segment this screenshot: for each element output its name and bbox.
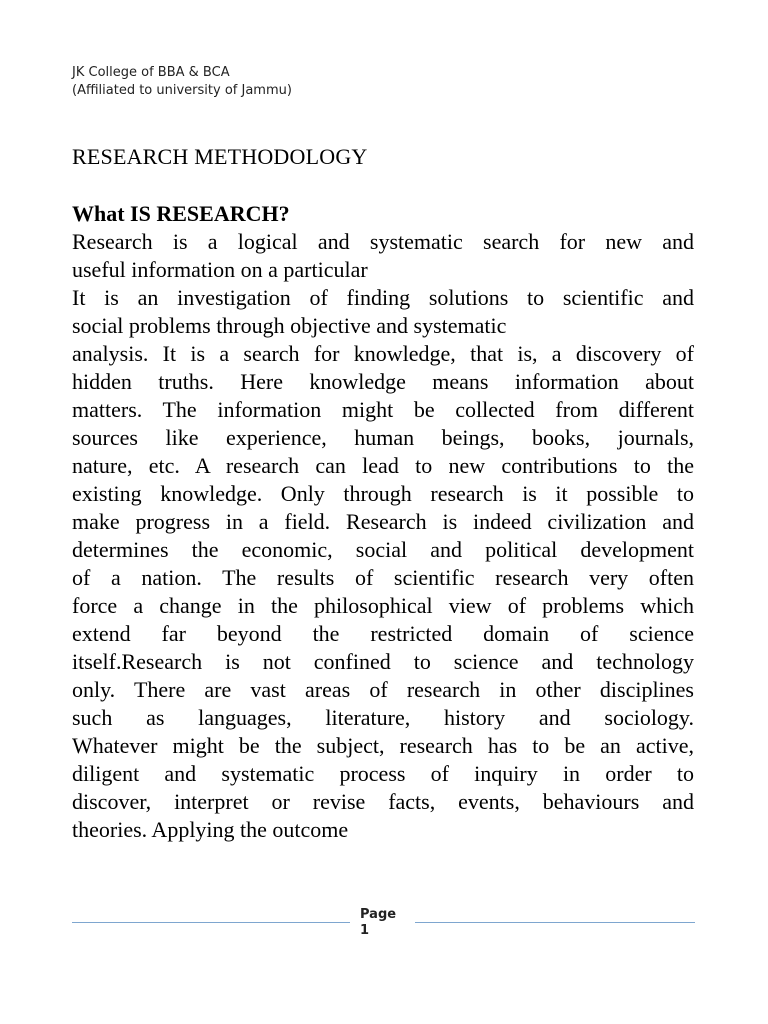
body-line: only. There are vast areas of research in other disciplines <box>72 677 694 702</box>
document-title: RESEARCH METHODOLOGY <box>72 144 368 169</box>
page-number <box>360 907 406 939</box>
body-line: social problems through objective and systematic <box>72 313 507 338</box>
college-name: JK College of BBA & BCA <box>72 65 230 80</box>
body-line: hidden truths. Here knowledge means information about <box>72 369 694 394</box>
body-line: useful information on a particular <box>72 257 368 282</box>
body-line: It is an investigation of finding solutions to scientific and <box>72 285 694 310</box>
body-line: sources like experience, human beings, books, journals, <box>72 425 694 450</box>
body-line: matters. The information might be collected from different <box>72 397 694 422</box>
body-line: force a change in the philosophical view of problems which <box>72 593 694 618</box>
body-line: diligent and systematic process of inquiry in order to <box>72 761 694 786</box>
body-line: nature, etc. A research can lead to new contributions to the <box>72 453 694 478</box>
section-heading: What IS RESEARCH? <box>72 201 290 226</box>
body-line: analysis. It is a search for knowledge, that is, a discovery of <box>72 341 694 366</box>
body-line: theories. Applying the outcome <box>72 817 349 842</box>
page-label: Page <box>360 907 397 922</box>
body-line: of a nation. The results of scientific research very often <box>72 565 694 590</box>
body-line: Whatever might be the subject, research has to be an active, <box>72 733 694 758</box>
body-line: Research is a logical and systematic search for new and <box>72 229 694 254</box>
footer-divider-right <box>415 922 695 923</box>
body-line: extend far beyond the restricted domain of science <box>72 621 694 646</box>
college-affiliation: (Affiliated to university of Jammu) <box>72 83 292 98</box>
college-header <box>72 64 292 100</box>
body-line: such as languages, literature, history and sociology. <box>72 705 694 730</box>
body-line: determines the economic, social and political development <box>72 537 694 562</box>
body-line: itself.Research is not confined to science and technology <box>72 649 694 674</box>
footer-divider-left <box>72 922 350 923</box>
body-line: discover, interpret or revise facts, events, behaviours and <box>72 789 694 814</box>
page-number-value: 1 <box>360 923 370 938</box>
body-line: existing knowledge. Only through research is it possible to <box>72 481 694 506</box>
body-line: make progress in a field. Research is indeed civilization and <box>72 509 694 534</box>
